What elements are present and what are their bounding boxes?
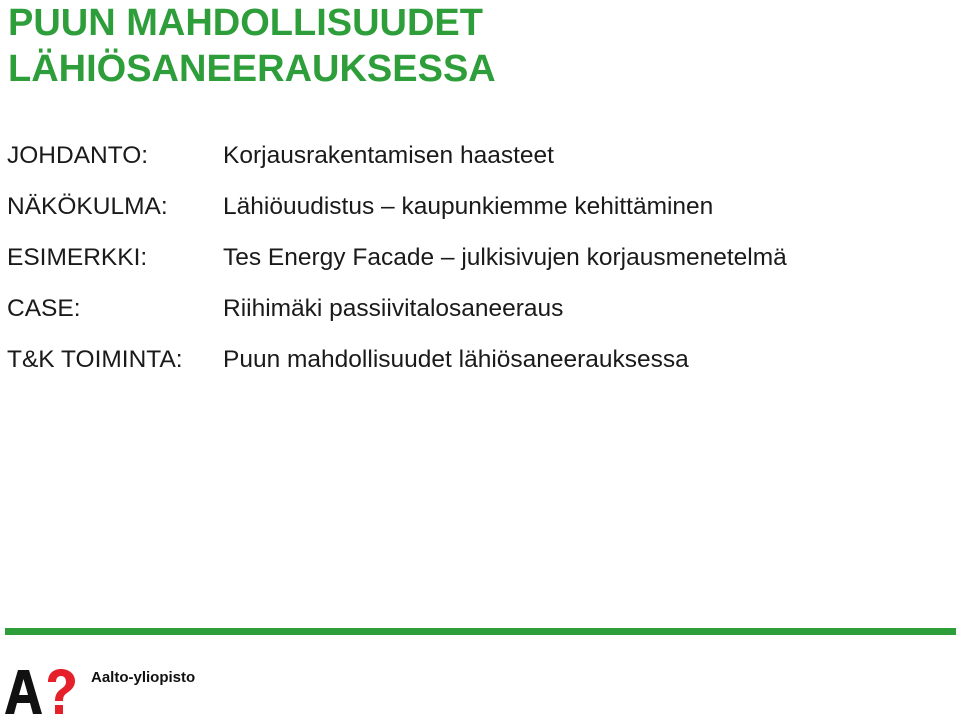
agenda-value: Riihimäki passiivitalosaneeraus: [223, 295, 564, 322]
aalto-logo-text: Aalto-yliopisto: [91, 669, 196, 686]
agenda-value: Puun mahdollisuudet lähiösaneerauksessa: [223, 346, 689, 373]
agenda-item-johdanto: [7, 141, 952, 192]
agenda-value: Tes Energy Facade – julkisivujen korjausmenetelmä: [223, 244, 787, 271]
agenda-item-case: [7, 294, 952, 345]
agenda-label: ESIMERKKI:: [7, 244, 148, 271]
agenda-label: NÄKÖKULMA:: [7, 193, 168, 220]
footer-divider: [5, 628, 956, 635]
agenda-label: JOHDANTO:: [7, 142, 149, 169]
agenda-label: CASE:: [7, 295, 81, 322]
agenda-item-esimerkki: [7, 243, 952, 294]
agenda-item-nakokulma: [7, 192, 952, 243]
aalto-logo-icon: [5, 668, 79, 716]
slide-title: [8, 0, 948, 92]
agenda-list: [7, 141, 952, 396]
agenda-label: T&K TOIMINTA:: [7, 346, 183, 373]
agenda-value: Korjausrakentamisen haasteet: [223, 142, 554, 169]
agenda-item-tk-toiminta: [7, 345, 952, 396]
slide-title-line-1: PUUN MAHDOLLISUUDET: [8, 2, 483, 44]
slide-title-line-2: LÄHIÖSANEERAUKSESSA: [8, 48, 496, 90]
aalto-logo: [5, 668, 195, 716]
agenda-value: Lähiöuudistus – kaupunkiemme kehittäminen: [223, 193, 714, 220]
